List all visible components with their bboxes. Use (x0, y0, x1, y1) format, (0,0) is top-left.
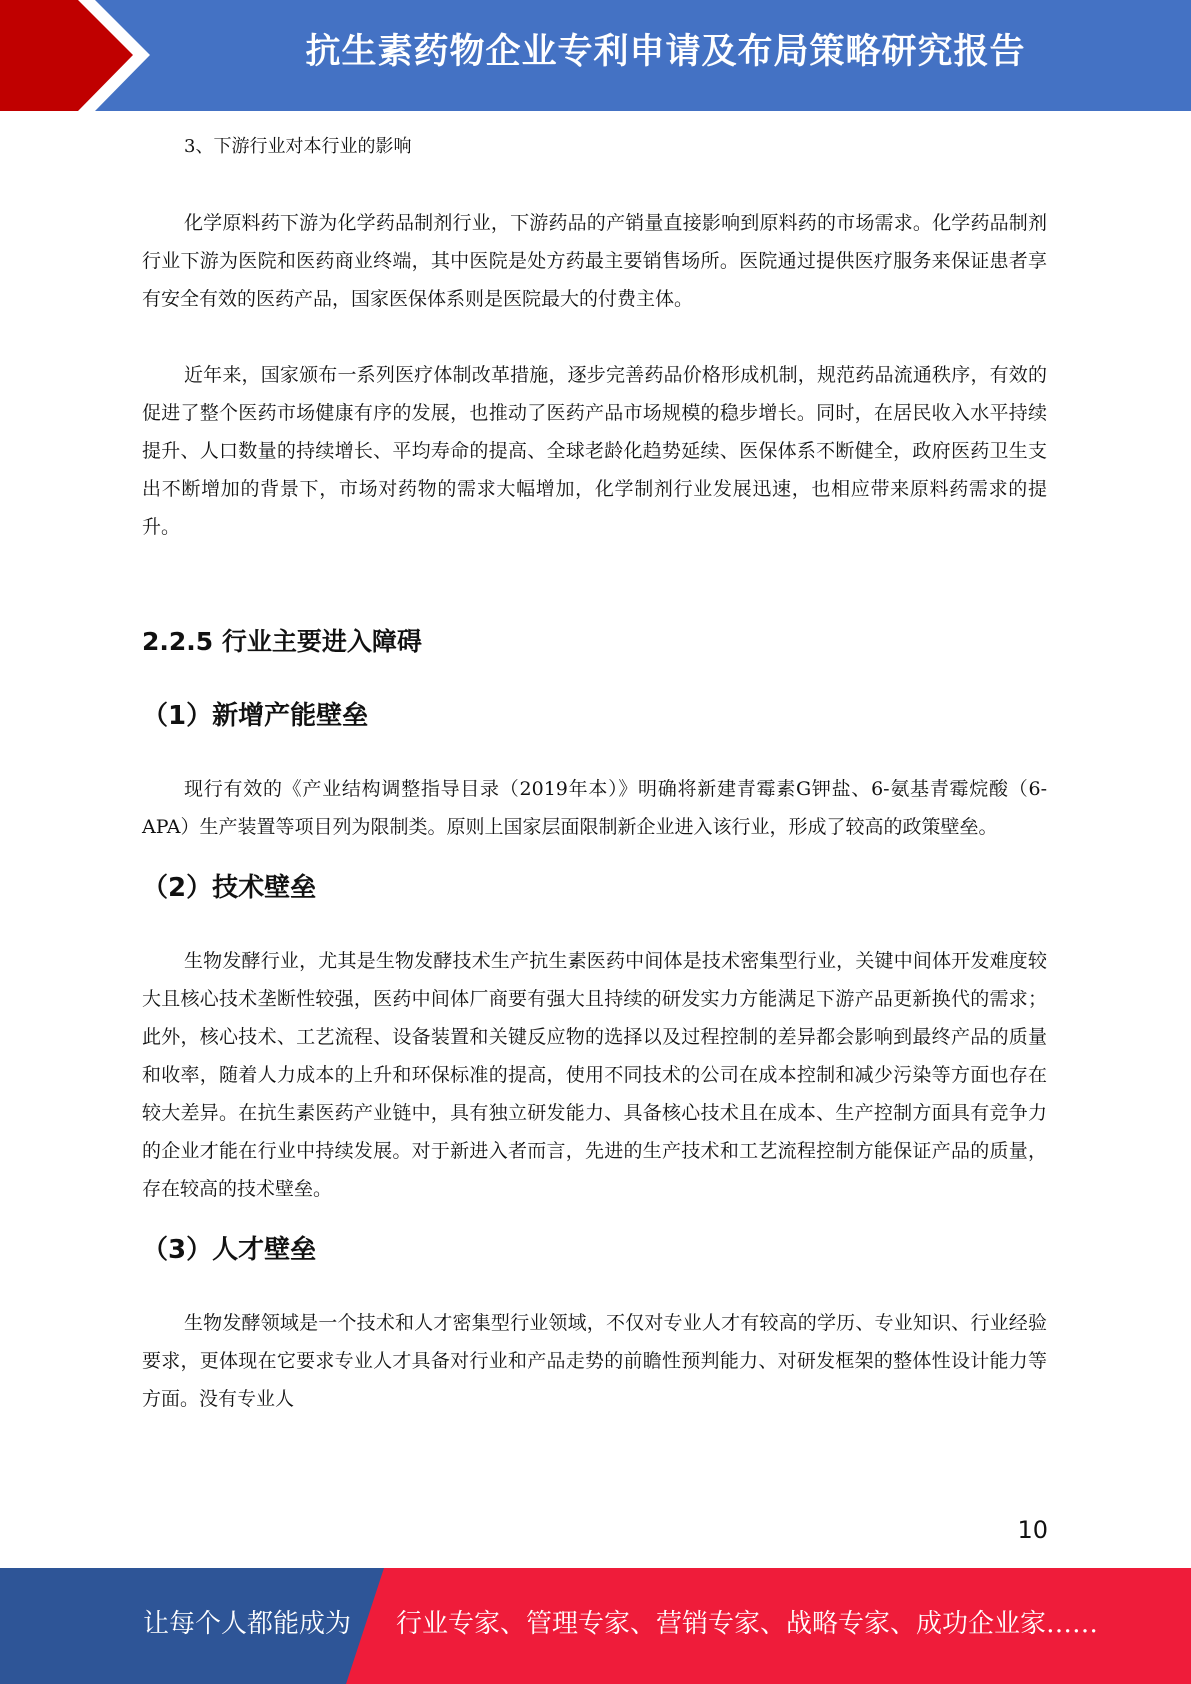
paragraph-3: 现行有效的《产业结构调整指导目录（2019年本）》明确将新建青霉素G钾盐、6-氨基青霉烷酸（6-APA）生产装置等项目列为限制类。原则上国家层面限制新企业进入该行业，形成了较高的政策壁垒。 (142, 778, 1047, 838)
footer-slogan-right: 行业专家、管理专家、营销专家、战略专家、成功企业家…… (396, 1609, 1099, 1639)
footer-slogan-left: 让每个人都能成为 (143, 1609, 352, 1639)
paragraph-5: 生物发酵领域是一个技术和人才密集型行业领域，不仅对专业人才有较高的学历、专业知识、行业经验要求，更体现在它要求专业人才具备对行业和产品走势的前瞻性预判能力、对研发框架的整体性设计能力等方面。没有专业人 (142, 1312, 1047, 1410)
section-heading-2-2-5: 2.2.5 行业主要进入障碍 (142, 627, 422, 656)
heading-talent-barrier: （3）人才壁垒 (142, 1235, 317, 1265)
page-content (142, 128, 1047, 1418)
page-footer (0, 1568, 1191, 1684)
header-title: 抗生素药物企业专利申请及布局策略研究报告 (305, 32, 1026, 72)
subheading-downstream: 3、下游行业对本行业的影响 (184, 136, 412, 157)
heading-capacity-barrier: （1）新增产能壁垒 (142, 701, 369, 731)
page-number: 10 (1017, 1516, 1048, 1544)
paragraph-2: 近年来，国家颁布一系列医疗体制改革措施，逐步完善药品价格形成机制，规范药品流通秩序，有效的促进了整个医药市场健康有序的发展，也推动了医药产品市场规模的稳步增长。同时，在居民收入水平持续提升、人口数量的持续增长、平均寿命的提高、全球老龄化趋势延续、医保体系不断健全，政府医药卫生支出不断增加的背景下，市场对药物的需求大幅增加，化学制剂行业发展迅速，也相应带来原料药需求的提升。 (142, 364, 1047, 538)
heading-technology-barrier: （2）技术壁垒 (142, 873, 317, 903)
page-header (0, 0, 1191, 111)
paragraph-1: 化学原料药下游为化学药品制剂行业，下游药品的产销量直接影响到原料药的市场需求。化学药品制剂行业下游为医院和医药商业终端，其中医院是处方药最主要销售场所。医院通过提供医疗服务来保证患者享有安全有效的医药产品，国家医保体系则是医院最大的付费主体。 (142, 212, 1047, 310)
paragraph-4: 生物发酵行业，尤其是生物发酵技术生产抗生素医药中间体是技术密集型行业，关键中间体开发难度较大且核心技术垄断性较强，医药中间体厂商要有强大且持续的研发实力方能满足下游产品更新换代的需求；此外，核心技术、工艺流程、设备装置和关键反应物的选择以及过程控制的差异都会影响到最终产品的质量和收率，随着人力成本的上升和环保标准的提高，使用不同技术的公司在成本控制和减少污染等方面也存在较大差异。在抗生素医药产业链中，具有独立研发能力、具备核心技术且在成本、生产控制方面具有竞争力的企业才能在行业中持续发展。对于新进入者而言，先进的生产技术和工艺流程控制方能保证产品的质量，存在较高的技术壁垒。 (142, 950, 1047, 1200)
